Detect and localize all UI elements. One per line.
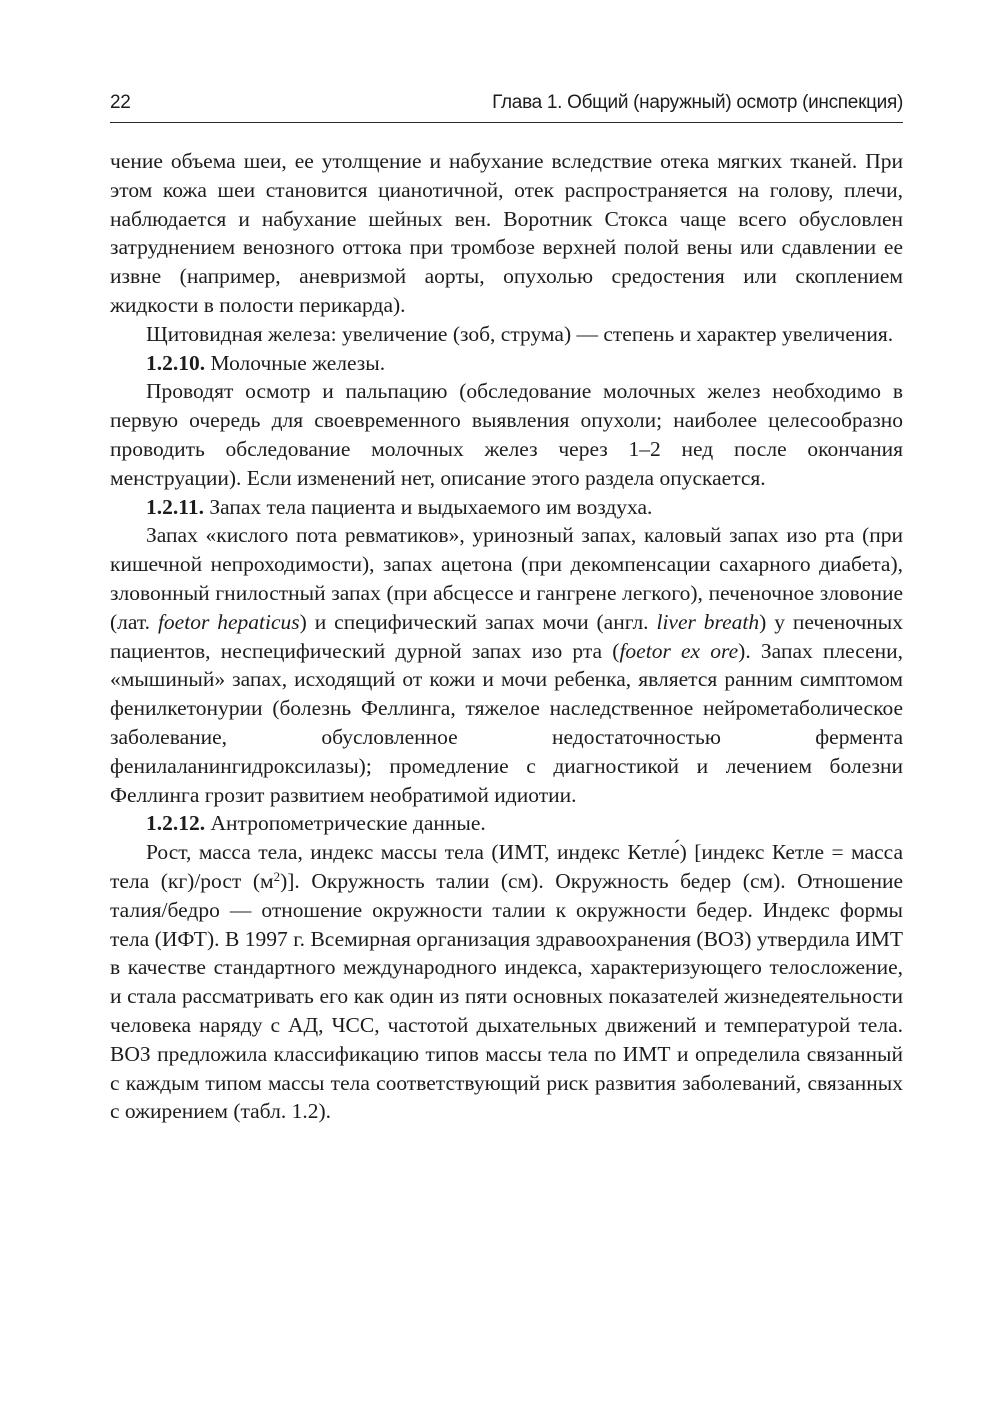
section-number: 1.2.11.: [146, 494, 204, 519]
text-run: ) и специфический запах мочи (англ.: [299, 609, 657, 634]
page-header: [110, 92, 903, 123]
paragraph-anthropometric: [110, 838, 903, 1126]
section-title: Антропометрические данные.: [210, 811, 486, 836]
text-run: )]. Окружность талии (см). Окружность бедер (см). Отношение талия/бедро — отношение окружности талии к окружности бедер. Индекс формы тела (ИФТ). В 1997 г. Всемирная организация здравоохранения (ВОЗ) утвердила ИМТ в качестве стандартного международного индекса, характеризующего телосложение, и стала рассматривать его как один из пяти основных показателей жизнедеятельности человека наряду с АД, ЧСС, частотой дыхательных движений и температурой тела. ВОЗ предложила классификацию типов массы тела по ИМТ и определила связанный с каждым типом массы тела соответствующий риск развития заболеваний, связанных с ожирением (табл. 1.2).: [110, 868, 904, 1124]
section-heading-odor: [110, 493, 903, 522]
paragraph-odor: [110, 521, 903, 809]
english-term: liver breath: [656, 609, 760, 634]
section-heading-mammary: [110, 349, 903, 378]
section-title: Запах тела пациента и выдыхаемого им воздуха.: [209, 494, 653, 519]
section-number: 1.2.12.: [146, 811, 206, 836]
paragraph-neck-continuation: чение объема шеи, ее утолщение и набухание вследствие отека мягких тканей. При этом кожа шеи становится цианотичной, отек распространяется на голову, плечи, наблюдается и набухание шейных вен. Воротник Стокса чаще всего обусловлен затруднением венозного оттока при тромбозе верхней полой вены или сдавлении ее извне (например, аневризмой аорты, опухолью средостения или скоплением жидкости в полости перикарда).: [110, 149, 903, 317]
text-run: ) у печеночных пациентов, неспецифический дурной запах изо рта (: [110, 609, 903, 663]
page-number: 22: [110, 92, 131, 113]
superscript: 2: [273, 868, 281, 884]
text-run: ). Запах плесени, «мышиный» запах, исходящий от кожи и мочи ребенка, является ранним симптомом фенилкетонурии (болезнь Феллинга, тяжелое наследственное нейрометаболическое заболевание, обусловленное недостаточностью фермента фенилаланингидроксилазы); промедление с диагностикой и лечением болезни Феллинга грозит развитием необратимой идиотии.: [110, 638, 903, 807]
paragraph-thyroid: Щитовидная железа: увеличение (зоб, струма) — степень и характер увеличения.: [146, 321, 894, 346]
body-text: [110, 147, 903, 1126]
latin-term: foetor hepaticus: [157, 609, 300, 634]
paragraph-mammary: Проводят осмотр и пальпацию (обследование молочных желез необходимо в первую очередь для своевременного выявления опухоли; наиболее целесообразно проводить обследование молочных желез через 1–2 нед после окончания менструации). Если изменений нет, описание этого раздела опускается.: [110, 379, 903, 490]
latin-term: foetor ex ore: [619, 638, 739, 663]
section-heading-anthropometric: [110, 809, 903, 838]
running-head: Глава 1. Общий (наружный) осмотр (инспекция): [492, 92, 903, 113]
section-number: 1.2.10.: [146, 350, 206, 375]
text-run: Запах «кислого пота ревматиков», уринозный запах, каловый запах изо рта (при кишечной непроходимости), запах ацетона (при декомпенсации сахарного диабета), зловонный гнилостный запах (при абсцессе и гангрене легкого), печеночное зловоние (лат.: [110, 523, 903, 634]
section-title: Молочные железы.: [210, 350, 386, 375]
text-run: Рост, масса тела, индекс массы тела (ИМТ, индекс Кетле́) [индекс Кетле = масса тела (кг)/рост (м: [110, 840, 903, 893]
